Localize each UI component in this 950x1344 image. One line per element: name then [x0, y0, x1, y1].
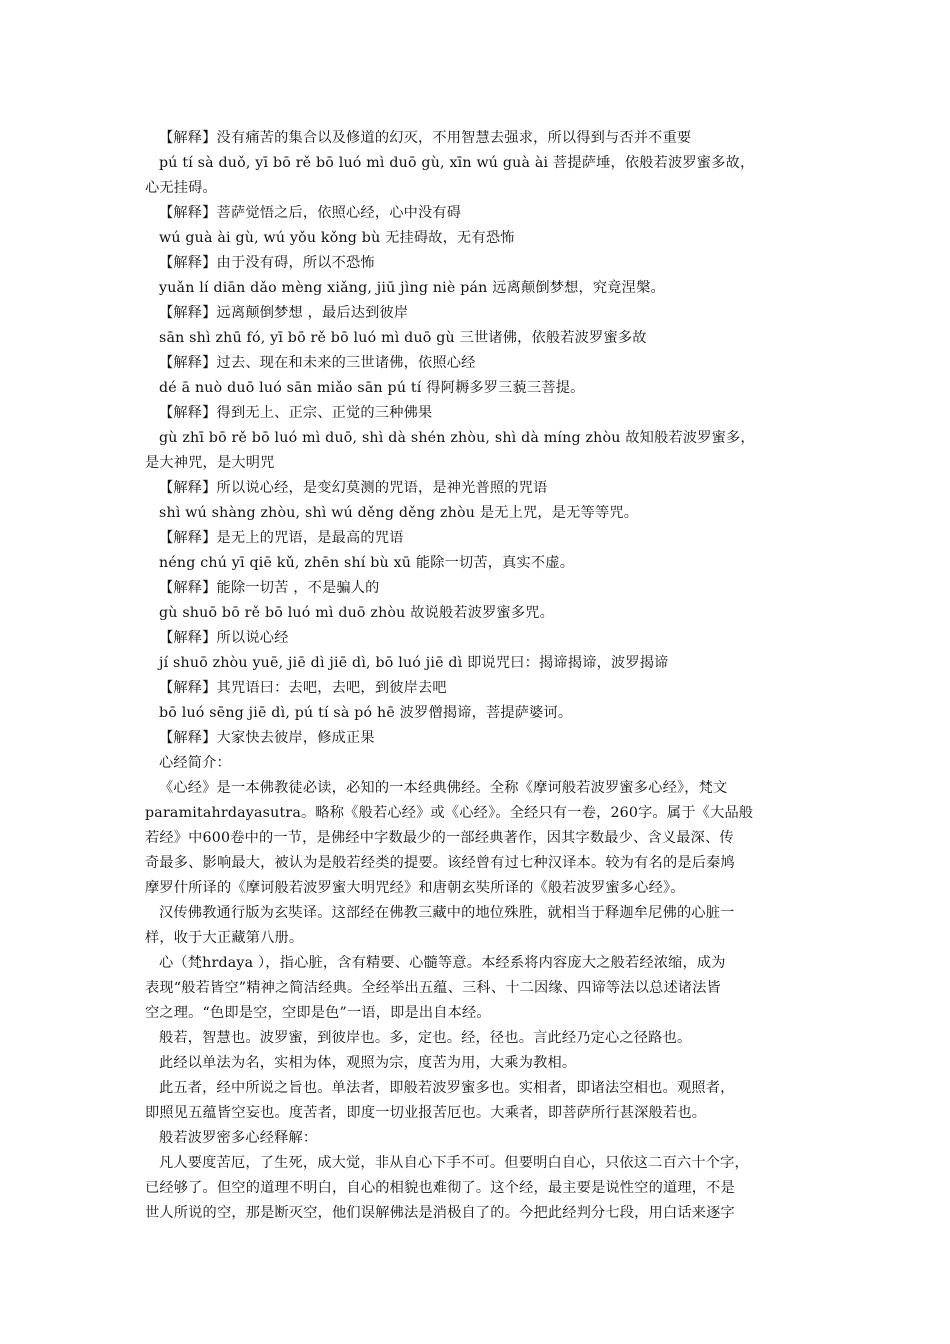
section-heading: 心经简介： — [159, 755, 231, 771]
sutra-line: dé ā nuò duō luó sān miǎo sān pú tí 得阿耨多罗三藐三菩提。 — [159, 380, 585, 396]
paragraph-line: 汉传佛教通行版为玄奘译。这部经在佛教三藏中的地位殊胜，就相当于释迦牟尼佛的心脏一 — [159, 905, 735, 921]
explanation-line: 【解释】由于没有碍，所以不恐怖 — [159, 255, 375, 271]
paragraph-line: 样，收于大正藏第八册。 — [145, 930, 304, 946]
sutra-line: bō luó sēng jiē dì, pú tí sà pó hē 波罗僧揭谛，菩提萨婆诃。 — [159, 705, 573, 721]
explanation-line: 【解释】没有痛苦的集合以及修道的幻灭，不用智慧去强求，所以得到与否并不重要 — [159, 130, 692, 146]
sutra-line: sān shì zhū fó, yī bō rě bō luó mì duō gù 三世诸佛，依般若波罗蜜多故 — [159, 330, 647, 346]
paragraph-line: 此五者，经中所说之旨也。单法者，即般若波罗蜜多也。实相者，即诸法空相也。观照者， — [159, 1080, 735, 1096]
sutra-line: yuǎn lí diān dǎo mèng xiǎng, jiū jìng niè pán 远离颠倒梦想，究竟涅槃。 — [159, 280, 665, 296]
paragraph-line: paramitahrdayasutra。略称《般若心经》或《心经》。全经只有一卷，260字。属于《大品般 — [145, 805, 754, 821]
explanation-line: 【解释】得到无上、正宗、正觉的三种佛果 — [159, 405, 433, 421]
document-page — [145, 126, 807, 1226]
sutra-line: wú guà ài gù, wú yǒu kǒng bù 无挂碍故，无有恐怖 — [159, 230, 515, 246]
section-heading: 般若波罗密多心经释解： — [159, 1130, 318, 1146]
sutra-line: shì wú shàng zhòu, shì wú děng děng zhòu 是无上咒，是无等等咒。 — [159, 505, 639, 521]
explanation-line: 【解释】远离颠倒梦想 ，最后达到彼岸 — [159, 305, 409, 321]
sutra-line: néng chú yī qiē kǔ, zhēn shí bù xū 能除一切苦，真实不虚。 — [159, 555, 575, 571]
sutra-line-continued: 心无挂碍。 — [145, 180, 217, 196]
paragraph-line: 心（梵hrdaya ），指心脏，含有精要、心髓等意。本经系将内容庞大之般若经浓缩，成为 — [159, 955, 726, 971]
sutra-line: jí shuō zhòu yuē, jiē dì jiē dì, bō luó jiē dì 即说咒曰：揭谛揭谛，波罗揭谛 — [159, 655, 669, 671]
sutra-line: pú tí sà duǒ, yī bō rě bō luó mì duō gù, xīn wú guà ài 菩提萨埵，依般若波罗蜜多故， — [159, 155, 755, 171]
paragraph-line: 《心经》是一本佛教徒必读，必知的一本经典佛经。全称《摩诃般若波罗蜜多心经》，梵文 — [159, 780, 728, 796]
paragraph-line: 表现“般若皆空”精神之简洁经典。全经举出五蕴、三科、十二因缘、四谛等法以总述诸法皆 — [145, 980, 722, 996]
explanation-line: 【解释】菩萨觉悟之后，依照心经，心中没有碍 — [159, 205, 462, 221]
paragraph-line: 若经》中600卷中的一节，是佛经中字数最少的一部经典著作，因其字数最少、含义最深、传 — [145, 830, 734, 846]
sutra-line: gù zhī bō rě bō luó mì duō, shì dà shén zhòu, shì dà míng zhòu 故知般若波罗蜜多， — [159, 430, 755, 446]
paragraph-line: 世人所说的空，那是断灭空，他们误解佛法是消极自了的。今把此经判分七段，用白话来逐字 — [145, 1205, 735, 1221]
explanation-line: 【解释】所以说心经 — [159, 630, 289, 646]
paragraph-line: 此经以单法为名，实相为体，观照为宗，度苦为用，大乘为教相。 — [159, 1055, 577, 1071]
explanation-line: 【解释】是无上的咒语，是最高的咒语 — [159, 530, 404, 546]
explanation-line: 【解释】大家快去彼岸，修成正果 — [159, 730, 375, 746]
sutra-line-continued: 是大神咒，是大明咒 — [145, 455, 275, 471]
paragraph-line: 空之理。“色即是空，空即是色”一语，即是出自本经。 — [145, 1005, 491, 1021]
paragraph-line: 已经够了。但空的道理不明白，自心的相貌也难彻了。这个经，最主要是说性空的道理，不是 — [145, 1180, 735, 1196]
paragraph-line: 奇最多、影响最大，被认为是般若经类的提要。该经曾有过七种汉译本。较为有名的是后秦鸠 — [145, 855, 735, 871]
explanation-line: 【解释】能除一切苦 ，不是骗人的 — [159, 580, 380, 596]
explanation-line: 【解释】过去、现在和未来的三世诸佛，依照心经 — [159, 355, 476, 371]
explanation-line: 【解释】所以说心经，是变幻莫测的咒语，是神光普照的咒语 — [159, 480, 548, 496]
paragraph-line: 般若，智慧也。波罗蜜，到彼岸也。多，定也。经，径也。言此经乃定心之径路也。 — [159, 1030, 692, 1046]
explanation-line: 【解释】其咒语曰：去吧，去吧，到彼岸去吧 — [159, 680, 447, 696]
paragraph-line: 摩罗什所译的《摩诃般若波罗蜜大明咒经》和唐朝玄奘所译的《般若波罗蜜多心经》。 — [145, 880, 685, 896]
paragraph-line: 即照见五蕴皆空妄也。度苦者，即度一切业报苦厄也。大乘者，即菩萨所行甚深般若也。 — [145, 1105, 707, 1121]
paragraph-line: 凡人要度苦厄，了生死，成大觉，非从自心下手不可。但要明白自心，只依这二百六十个字， — [159, 1155, 749, 1171]
sutra-line: gù shuō bō rě bō luó mì duō zhòu 故说般若波罗蜜多咒。 — [159, 605, 555, 621]
